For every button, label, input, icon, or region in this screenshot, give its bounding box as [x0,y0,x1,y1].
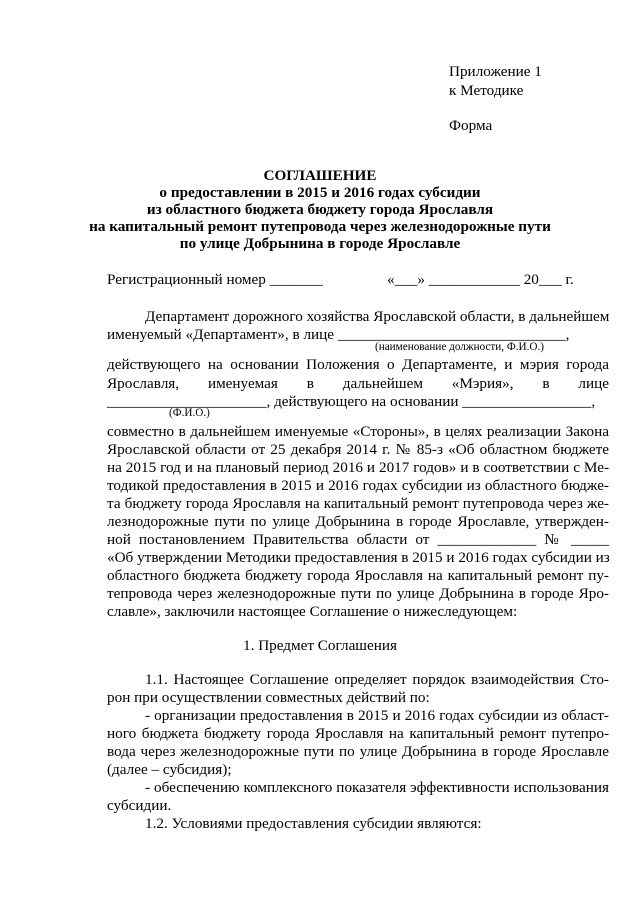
clause-1-1-line-8: субсидии. [107,797,172,814]
parties-line-4-word: дальнейшем [342,375,423,392]
parties-line-4-word: Ярославля, [107,375,180,392]
parties-line-7: Ярославской области от 25 декабря 2014 г. № 85-з «Об областном бюджете [107,441,609,458]
title-line-4: по улице Добрынина в городе Ярославле [179,235,461,252]
parties-line-13: «Об утверждении Методики предоставления в 2015 и 2016 годах субсидии из [107,549,610,566]
parties-line-1: Департамент дорожного хозяйства Ярославской области, в дальнейшем [145,308,610,325]
clause-1-1-line-7: - обеспечению комплексного показателя эффективности использования [145,779,609,796]
clause-1-1-line-3: - организации предоставления в 2015 и 2016 годах субсидии из област- [145,707,609,724]
method-label: к Методике [449,82,524,99]
title-line-3: на капитальный ремонт путепровода через железнодорожные пути [89,218,551,235]
appendix-label: Приложение 1 [449,63,542,80]
title-line-1: о предоставлении в 2015 и 2016 годах субсидии [159,184,481,201]
parties-line-10: та бюджету города Ярославля на капитальный ремонт путепровода через же- [107,495,609,512]
document-title: СОГЛАШЕНИЕ [263,167,377,184]
parties-line-2: именуемый «Департамент», в лице ______________________________, [107,326,570,343]
parties-line-4-word: лице [578,375,609,392]
registration-number: Регистрационный номер _______ [107,271,323,288]
parties-line-4-word: именуемая [207,375,278,392]
parties-line-5: _____________________, действующего на основании _________________, [107,393,596,410]
parties-line-4-word: «Мэрия», [451,375,514,392]
parties-line-6: совместно в дальнейшем именуемые «Стороны», в целях реализации Закона [107,423,609,440]
clause-1-2: 1.2. Условиями предоставления субсидии являются: [145,815,482,832]
clause-1-1-line-5: вода через железнодорожные пути по улице Добрынина в городе Ярославле [107,743,609,760]
parties-line-16: славле», заключили настоящее Соглашение о нижеследующем: [107,603,518,620]
parties-line-4 [107,374,609,393]
parties-line-12: ной постановлением Правительства области от _____________ № _____ [107,531,609,548]
parties-line-8: на 2015 год и на плановый период 2016 и 2017 годов» и в соответствии с Ме- [107,459,609,476]
parties-line-3: действующего на основании Положения о Департаменте, и мэрия города [107,356,609,373]
parties-line-11: лезнодорожные пути по улице Добрынина в городе Ярославле, утвержден- [107,513,609,530]
form-label: Форма [449,117,493,134]
title-line-2: из областного бюджета бюджету города Ярославля [146,201,494,218]
clause-1-1-line-6: (далее – субсидия); [107,761,232,778]
parties-line-4-word: в [542,375,550,392]
position-name-hint: (наименование должности, Ф.И.О.) [375,341,544,353]
parties-line-4-word: в [306,375,314,392]
clause-1-1-line-4: ного бюджета бюджету города Ярославля на капитальный ремонт путепро- [107,725,609,742]
clause-1-1-line-1: 1.1. Настоящее Соглашение определяет порядок взаимодействия Сто- [145,671,609,688]
registration-date: «___» ____________ 20___ г. [387,271,574,288]
fio-hint: (Ф.И.О.) [169,407,210,419]
parties-line-9: тодикой предоставления в 2015 и 2016 годах субсидии из областного бюдже- [107,477,609,494]
parties-line-14: областного бюджета бюджету города Ярославля на капитальный ремонт пу- [107,567,609,584]
clause-1-1-line-2: рон при осуществлении совместных действий по: [107,689,430,706]
parties-line-15: тепровода через железнодорожные пути по улице Добрынина в городе Яро- [107,585,609,602]
section-heading: 1. Предмет Соглашения [243,637,397,654]
